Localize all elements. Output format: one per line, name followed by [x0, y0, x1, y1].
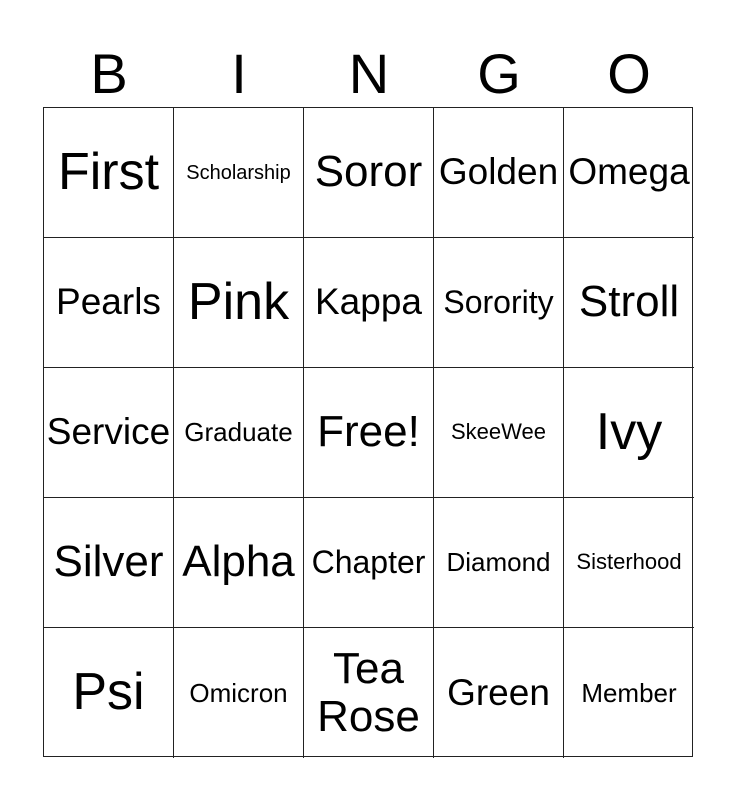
bingo-cell-label: Sorority	[443, 283, 554, 320]
bingo-cell[interactable]	[304, 108, 434, 238]
bingo-cell[interactable]	[44, 498, 174, 628]
bingo-cell-label: Pearls	[56, 281, 161, 323]
bingo-cell[interactable]	[564, 628, 694, 758]
bingo-cell-label: Service	[46, 411, 171, 453]
bingo-grid	[43, 107, 693, 757]
bingo-cell[interactable]	[174, 368, 304, 498]
bingo-header	[44, 42, 694, 106]
bingo-cell[interactable]	[564, 238, 694, 368]
bingo-cell[interactable]	[44, 368, 174, 498]
bingo-cell-label: Green	[447, 671, 550, 713]
header-letter-n: N	[348, 42, 390, 105]
bingo-cell[interactable]	[174, 498, 304, 628]
bingo-cell[interactable]	[304, 628, 434, 758]
bingo-cell-label: Scholarship	[186, 161, 291, 184]
bingo-cell[interactable]	[304, 368, 434, 498]
bingo-cell-label: Silver	[53, 537, 164, 587]
bingo-cell-label: Graduate	[184, 417, 293, 448]
bingo-cell-label: Omicron	[189, 677, 288, 708]
bingo-cell-label: Chapter	[311, 543, 426, 580]
bingo-cell[interactable]	[44, 238, 174, 368]
bingo-cell-label: Stroll	[578, 277, 680, 327]
bingo-cell[interactable]	[564, 368, 694, 498]
bingo-cell-label: Sisterhood	[576, 549, 682, 575]
bingo-cell[interactable]	[44, 108, 174, 238]
bingo-cell-label: Ivy	[595, 402, 663, 461]
header-letter-i: I	[231, 42, 247, 105]
bingo-cell[interactable]	[434, 238, 564, 368]
bingo-cell-label: First	[57, 142, 160, 201]
bingo-cell[interactable]	[434, 368, 564, 498]
bingo-cell[interactable]	[434, 498, 564, 628]
bingo-cell[interactable]	[174, 628, 304, 758]
header-letter-o: O	[607, 42, 651, 105]
bingo-cell-label: Tea Rose	[317, 643, 420, 741]
bingo-cell-label: Golden	[438, 151, 559, 193]
bingo-cell-label: Omega	[568, 151, 690, 193]
bingo-cell-label: SkeeWee	[451, 419, 546, 445]
bingo-cell-label: Alpha	[182, 537, 295, 587]
bingo-cell[interactable]	[434, 108, 564, 238]
header-letter-g: G	[477, 42, 521, 105]
bingo-cell-label: Diamond	[446, 547, 551, 578]
bingo-cell-label: Pink	[187, 272, 290, 331]
bingo-cell[interactable]	[174, 238, 304, 368]
bingo-cell[interactable]	[434, 628, 564, 758]
bingo-cell-label: Free!	[317, 407, 420, 457]
bingo-cell-label: Kappa	[315, 281, 422, 323]
bingo-cell[interactable]	[44, 628, 174, 758]
bingo-cell[interactable]	[304, 238, 434, 368]
header-letter-b: B	[90, 42, 128, 105]
bingo-cell-label: Member	[581, 677, 677, 708]
bingo-cell[interactable]	[564, 498, 694, 628]
bingo-cell-label: Psi	[72, 663, 145, 722]
bingo-cell[interactable]	[304, 498, 434, 628]
bingo-cell[interactable]	[174, 108, 304, 238]
bingo-cell[interactable]	[564, 108, 694, 238]
bingo-cell-label: Soror	[314, 147, 423, 197]
